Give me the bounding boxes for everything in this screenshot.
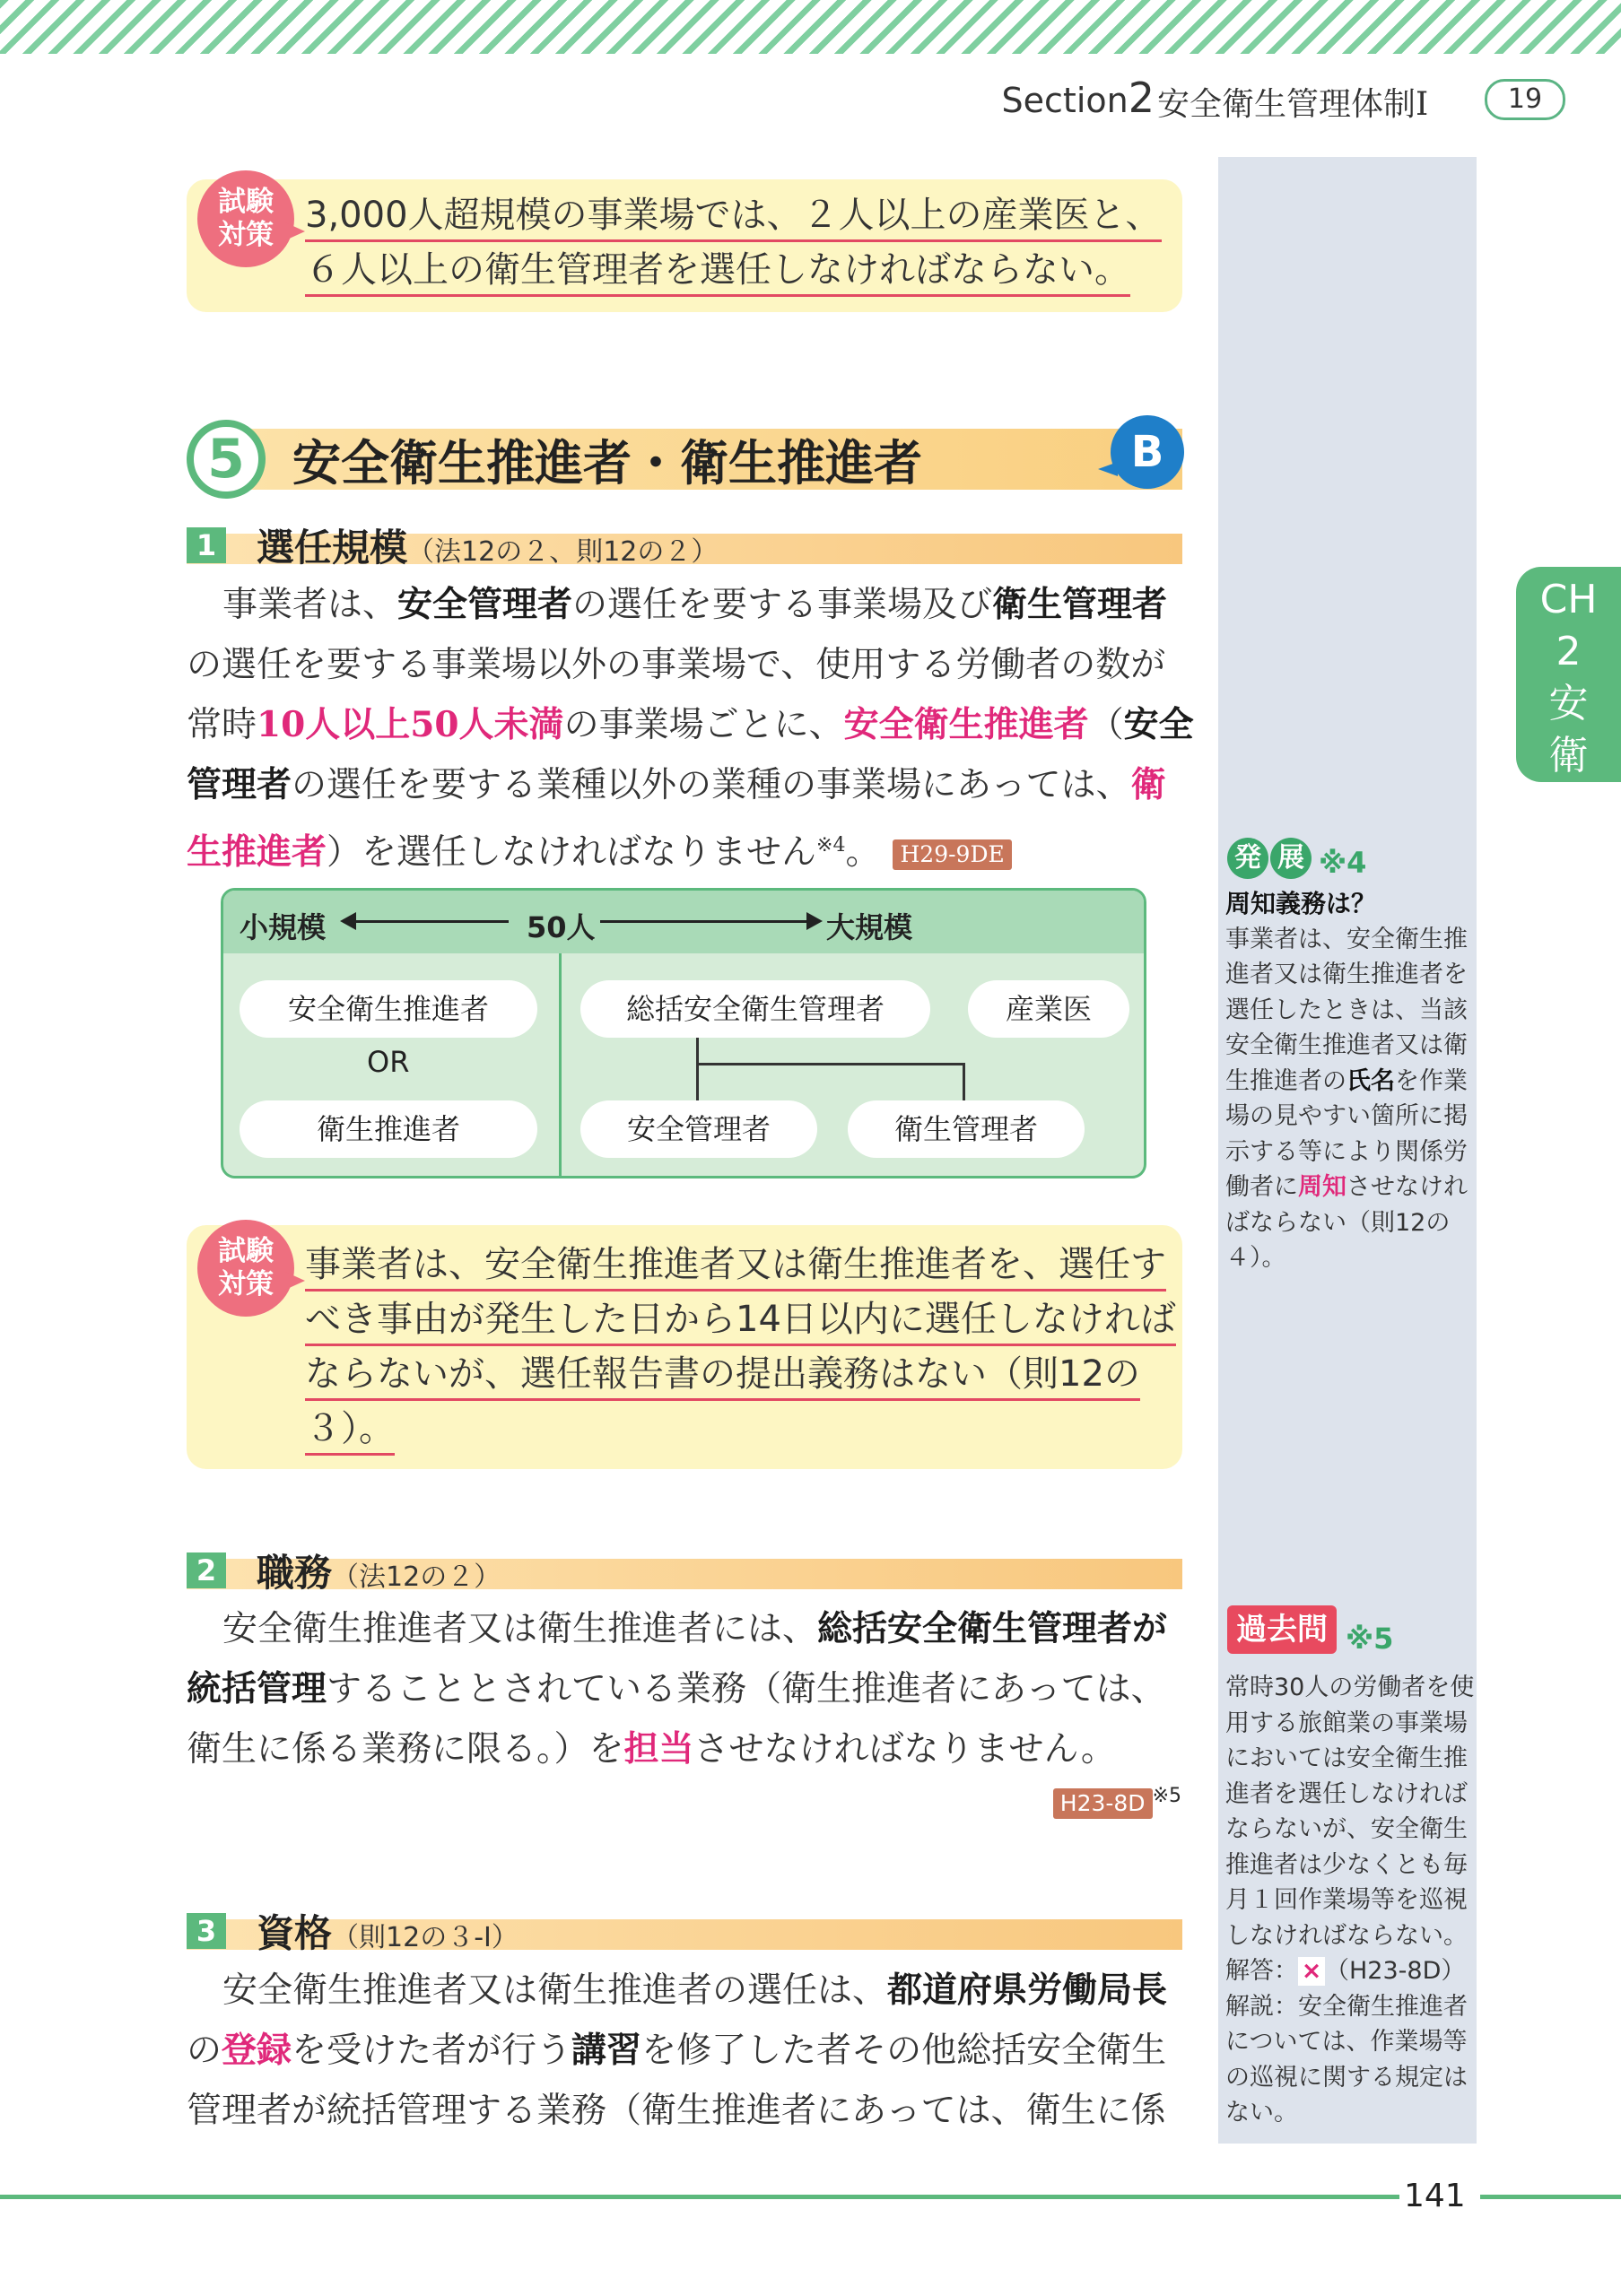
sub-1-title: [257, 518, 718, 572]
top-stripe-decoration: [0, 0, 1621, 54]
paragraph-line: [187, 1659, 1191, 1719]
paragraph-line: [187, 755, 1191, 815]
footer-rule: [1480, 2195, 1621, 2199]
exam-badge-1: [197, 170, 294, 267]
diagram-mid-label: 50人: [527, 910, 596, 944]
side-note-line: ならないが、安全衛生: [1225, 1815, 1468, 1843]
scale-diagram: [221, 888, 1146, 1178]
side-note-line: 事業者は、安全衛生推: [1225, 925, 1468, 953]
paragraph-line: [187, 815, 1191, 875]
exam-badge-2-text-1: 試験: [218, 1235, 274, 1267]
sub-2-ref: [1041, 1785, 1181, 1819]
arrow-right-head: [806, 912, 823, 930]
side-note-line: 安全衛生推進者又は衛: [1225, 1031, 1468, 1059]
side-note-line: 示する等により関係労: [1225, 1137, 1468, 1166]
bold-term: 統括管理: [187, 1668, 327, 1709]
sub-1-title-text: 選任規模: [257, 526, 408, 570]
highlight-term: 担当: [623, 1728, 694, 1770]
footnote-mark: ※5: [1152, 1785, 1181, 1807]
arrow-left-line: [347, 920, 509, 923]
side-note-line: ばならない（則12の: [1225, 1208, 1451, 1237]
text-span: 。: [845, 832, 881, 873]
text-span: 常時: [187, 705, 257, 745]
chapter-number: 2: [1556, 629, 1582, 674]
footnote-mark: ※4: [816, 834, 846, 857]
text-span: させなけれ: [1346, 1173, 1468, 1201]
side-note-line: 選任したときは、当該: [1225, 996, 1468, 1024]
section-number: 2: [1128, 74, 1155, 122]
exam-badge-2: [197, 1220, 294, 1317]
header-section: [1002, 74, 1155, 122]
chapter-label: CH: [1539, 577, 1598, 622]
connector-line: [696, 1038, 699, 1100]
highlight-term: 安全衛生推進者: [843, 704, 1089, 745]
side-note-line: 月１回作業場等を巡視: [1225, 1886, 1468, 1914]
bold-term: 安全: [1123, 704, 1194, 745]
paragraph-line: [187, 1961, 1191, 2021]
exam-note-2-line: べき事由が発生した日から14日以内に選任しなければ: [305, 1297, 1176, 1346]
past-exam-badge: 過去問: [1227, 1605, 1337, 1654]
text-span: （H23-8D）: [1325, 1957, 1466, 1985]
highlight-term: 衛: [1130, 764, 1166, 805]
text-span: 働者に: [1225, 1173, 1298, 1201]
bold-term: 安全管理者: [397, 584, 573, 625]
section-5-number: 5: [187, 420, 266, 499]
development-badge-char: 展: [1270, 838, 1312, 879]
diagram-box-health-manager: 衛生管理者: [848, 1100, 1085, 1158]
text-span: の選任を要する事業場及び: [572, 585, 993, 625]
diagram-small-label: 小規模: [240, 910, 327, 944]
diagram-box-general-manager: 総括安全衛生管理者: [580, 980, 930, 1038]
diagram-box-industrial-physician: 産業医: [968, 980, 1129, 1038]
section-label: Section: [1001, 81, 1129, 120]
text-span: させなければなりません。: [693, 1729, 1116, 1770]
sub-1-number: 1: [187, 527, 226, 563]
section-5-title: 安全衛生推進者・衛生推進者: [292, 435, 922, 491]
text-span: の: [187, 2031, 222, 2071]
side-note-5: [1225, 1670, 1477, 2131]
chapter-name-2: 衛: [1548, 733, 1589, 778]
footer-rule: [0, 2195, 1399, 2199]
bold-term: 総括安全衛生管理者が: [817, 1608, 1168, 1649]
importance-level-badge: B: [1111, 415, 1184, 489]
exam-note-2-line: ３）。: [305, 1406, 395, 1456]
side-note-line: [1225, 1064, 1477, 1100]
text-span: することとされている業務（衛生推進者にあっては、: [327, 1669, 1166, 1709]
exam-badge-1-text-1: 試験: [218, 186, 274, 218]
header-page-badge: 19: [1485, 79, 1565, 120]
text-span: 安全衛生推進者又は衛生推進者には、: [222, 1609, 818, 1649]
sub-2-number: 2: [187, 1552, 226, 1588]
exam-note-2-line: 事業者は、安全衛生推進者又は衛生推進者を、選任す: [305, 1242, 1166, 1292]
side-note-4-heading: 周知義務は？: [1225, 889, 1377, 918]
paragraph-line: 管理者が統括管理する業務（衛生推進者にあっては、衛生に係: [187, 2091, 1166, 2131]
diagram-box-safety-health-promoter: 安全衛生推進者: [240, 980, 537, 1038]
sub-2-title-text: 職務: [257, 1551, 333, 1595]
text-span: 事業者は、: [222, 585, 398, 625]
bold-term: 衛生管理者: [992, 584, 1168, 625]
side-note-4-mark: ※4: [1319, 845, 1367, 880]
paragraph-line: の選任を要する事業場以外の事業場で、使用する労働者の数が: [187, 645, 1166, 685]
chapter-name-1: 安: [1548, 681, 1589, 726]
side-note-line: 推進者は少なくとも毎: [1225, 1850, 1468, 1879]
text-span: を受けた者が行う: [292, 2031, 572, 2071]
text-span: 生推進者の: [1225, 1066, 1346, 1095]
text-span: 衛生に係る業務に限る。）を: [187, 1729, 624, 1770]
diagram-divider: [559, 953, 562, 1178]
connector-line: [696, 1063, 965, 1065]
text-span: の選任を要する業種以外の業種の事業場にあっては、: [292, 765, 1131, 805]
text-span: 解答：: [1225, 1957, 1298, 1985]
side-note-line: ない。: [1225, 2099, 1298, 2126]
paragraph-line: [187, 575, 1191, 635]
text-span: ）を選任しなければなりません: [327, 832, 817, 873]
side-note-line: 進者を選任しなければ: [1225, 1779, 1468, 1808]
side-note-line: [1225, 1953, 1477, 1989]
diagram-large-label: 大規模: [826, 910, 913, 944]
development-badge-char: 発: [1227, 838, 1268, 879]
text-span: 安全衛生推進者又は衛生推進者の選任は、: [222, 1970, 888, 2011]
diagram-or-label: OR: [367, 1045, 410, 1079]
side-note-line: については、作業場等: [1225, 2028, 1468, 2056]
sub-3-legal-ref: （則12の３-Ⅰ）: [332, 1922, 519, 1953]
highlight-term: 10人以上50人未満: [257, 704, 564, 745]
sub-2-legal-ref: （法12の２）: [332, 1561, 501, 1593]
exam-note-1-line: ６人以上の衛生管理者を選任しなければならない。: [305, 248, 1130, 297]
connector-line: [963, 1063, 965, 1100]
highlight-term: 登録: [222, 2030, 292, 2071]
sub-3-paragraph: [187, 1961, 1191, 2141]
exam-note-2-line: ならないが、選任報告書の提出義務はない（則12の: [305, 1352, 1140, 1401]
paragraph-line: [187, 2021, 1191, 2081]
diagram-box-safety-manager: 安全管理者: [580, 1100, 817, 1158]
side-note-line: 解説：安全衛生推進者: [1225, 1992, 1468, 2021]
bold-term: 管理者: [187, 764, 292, 805]
side-note-line: 場の見やすい箇所に掲: [1225, 1102, 1468, 1130]
answer-x-mark: ×: [1298, 1957, 1325, 1986]
exam-badge-1-text-2: 対策: [218, 219, 274, 251]
side-note-line: 進者又は衛生推進者を: [1225, 961, 1468, 988]
sub-1-legal-ref: （法12の２、則12の２）: [407, 536, 719, 568]
side-note-line: 常時30人の労働者を使: [1225, 1674, 1475, 1701]
side-note-4: [1225, 886, 1477, 1276]
arrow-right-line: [600, 920, 808, 923]
development-badge: [1227, 838, 1366, 880]
sub-2-title: [257, 1544, 501, 1597]
exam-badge-2-text-2: 対策: [218, 1268, 274, 1300]
arrow-left-head: [340, 912, 356, 930]
side-note-line: [1225, 1170, 1477, 1205]
text-span: （: [1088, 705, 1124, 745]
highlight-term: 周知: [1298, 1173, 1346, 1201]
bold-term: 講習: [571, 2030, 642, 2071]
paragraph-line: [187, 695, 1194, 755]
header-title: 安全衛生管理体制Ⅰ: [1157, 86, 1429, 123]
side-note-5-mark: ※5: [1346, 1622, 1394, 1656]
side-note-line: ４）。: [1225, 1244, 1286, 1272]
chapter-tab[interactable]: [1516, 567, 1621, 782]
sub-3-title-text: 資格: [257, 1911, 333, 1955]
sub-1-paragraph: [187, 575, 1194, 875]
page-number: 141: [1404, 2178, 1466, 2214]
side-note-line: しなければならない。: [1225, 1921, 1468, 1950]
bold-term: 都道府県労働局長: [887, 1970, 1168, 2011]
sub-2-paragraph: [187, 1599, 1191, 1779]
text-span: を修了した者その他総括安全衛生: [641, 2031, 1167, 2071]
side-note-line: の巡視に関する規定は: [1225, 2063, 1468, 2092]
paragraph-line: [187, 1719, 1191, 1779]
bold-term: 氏名: [1346, 1066, 1395, 1095]
paragraph-line: [187, 1599, 1191, 1659]
side-note-line: においては安全衛生推: [1225, 1744, 1468, 1772]
sub-3-number: 3: [187, 1913, 226, 1949]
past-exam-ref-badge: H23-8D: [1053, 1788, 1153, 1819]
text-span: の事業場ごとに、: [563, 705, 844, 745]
diagram-box-health-promoter: 衛生推進者: [240, 1100, 537, 1158]
text-span: を作業: [1395, 1066, 1468, 1095]
past-exam-ref-badge: H29-9DE: [893, 839, 1011, 870]
exam-note-1-line: 3,000人超規模の事業場では、２人以上の産業医と、: [305, 193, 1162, 242]
side-note-line: 用する旅館業の事業場: [1225, 1709, 1468, 1737]
highlight-term: 生推進者: [187, 831, 327, 873]
sub-3-title: [257, 1904, 519, 1958]
